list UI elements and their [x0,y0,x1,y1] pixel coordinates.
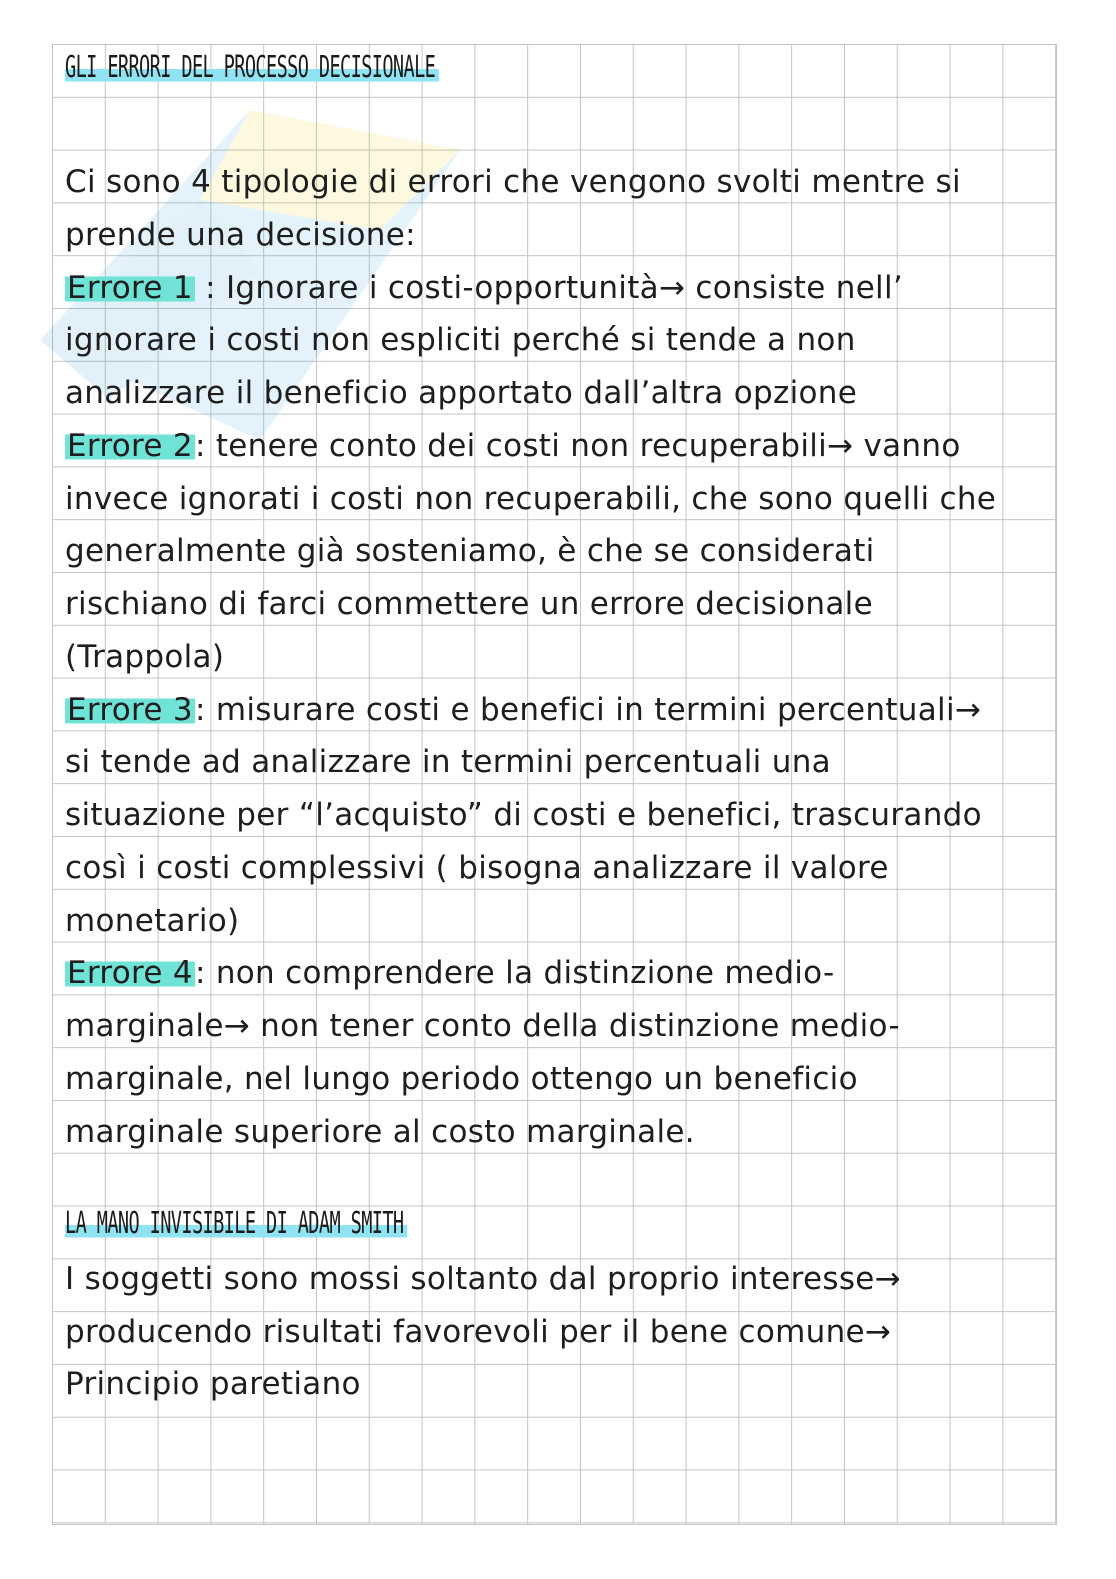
section-title-invisible-hand: LA MANO INVISIBILE DI ADAM SMITH [65,1206,407,1241]
error-4-label: Errore 4 [67,955,193,991]
error-2-label: Errore 2 [67,428,193,464]
error-4-line-2: marginale→ non tener conto della distinzione medio- [65,1008,900,1044]
error-4-line-4: marginale superiore al costo marginale. [65,1114,695,1150]
section-title-errors: GLI ERRORI DEL PROCESSO DECISIONALE [65,50,439,85]
error-1-line-3: analizzare il beneficio apportato dall’altra opzione [65,375,858,411]
error-2-line-5: (Trappola) [65,639,225,675]
error-1-label: Errore 1 [67,270,193,306]
intro-line-2: prende una decisione: [65,217,416,253]
error-2-line-2: invece ignorati i costi non recuperabili, che sono quelli che [65,481,997,517]
error-3-line-4: così i costi complessivi ( bisogna analizzare il valore [65,850,889,886]
error-3-label: Errore 3 [67,692,193,728]
invisible-hand-line-1: I soggetti sono mossi soltanto dal proprio interesse→ [65,1261,901,1297]
error-4-line-3: marginale, nel lungo periodo ottengo un beneficio [65,1061,858,1097]
error-2-line-1: Errore 2: tenere conto dei costi non recuperabili→ vanno [67,428,961,464]
error-2-line-3: generalmente già sosteniamo, è che se considerati [65,533,875,569]
error-3-line-5: monetario) [65,903,240,939]
error-3-line-3: situazione per “l’acquisto” di costi e benefici, trascurando [65,797,982,833]
error-4-line-1: Errore 4: non comprendere la distinzione medio- [67,955,835,991]
invisible-hand-line-3: Principio paretiano [65,1366,361,1402]
intro-line-1: Ci sono 4 tipologie di errori che vengono svolti mentre si [65,164,961,200]
error-3-line-2: si tende ad analizzare in termini percentuali una [65,744,831,780]
error-3-line-1: Errore 3: misurare costi e benefici in termini percentuali→ [67,692,982,728]
error-1-line-1: Errore 1 : Ignorare i costi-opportunità→ consiste nell’ [67,270,904,306]
error-2-line-4: rischiano di farci commettere un errore decisionale [65,586,873,622]
invisible-hand-line-2: producendo risultati favorevoli per il bene comune→ [65,1314,892,1350]
error-1-line-2: ignorare i costi non espliciti perché si tende a non [65,322,856,358]
